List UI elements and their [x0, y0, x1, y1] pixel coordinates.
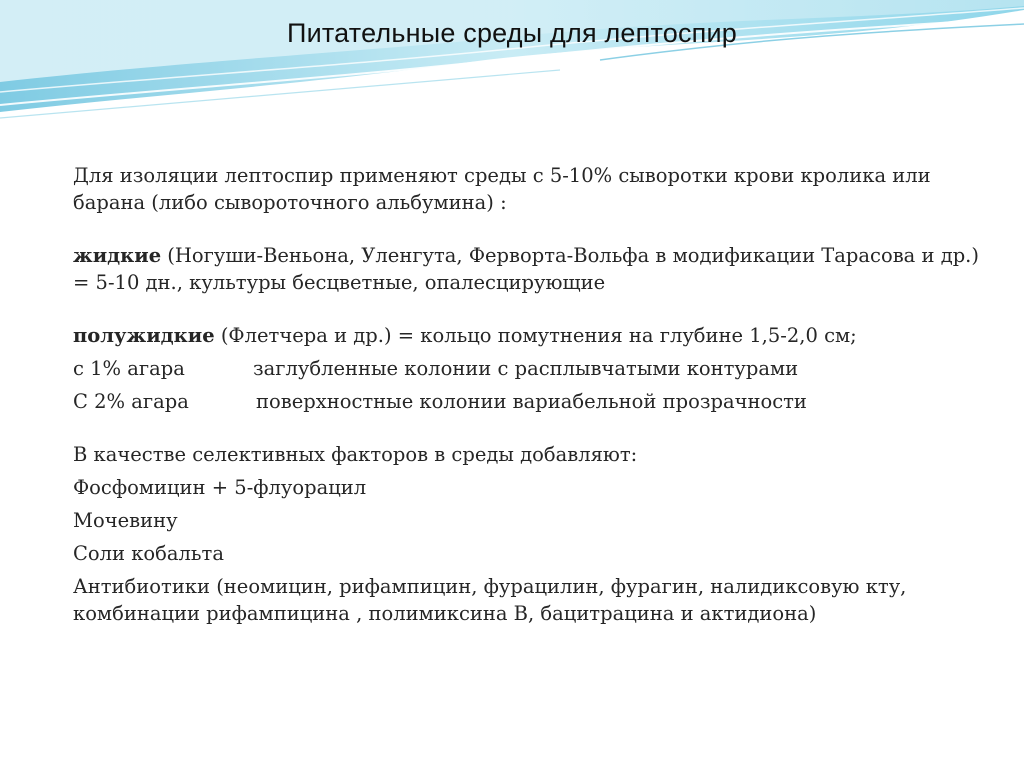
agar-medium: С 2% агара [73, 390, 189, 413]
slide-body [73, 162, 983, 627]
agar-result: заглубленные колонии с расплывчатыми контурами [253, 357, 799, 380]
agar-medium: с 1% агара [73, 357, 185, 380]
liquid-text: (Ногуши-Веньона, Уленгута, Ферворта-Вольфа в модификации Тарасова и др.) = 5-10 дн., культуры бесцветные, опалесцирующие [73, 244, 979, 294]
intro-paragraph: Для изоляции лептоспир применяют среды с 5-10% сыворотки крови кролика или барана (либо сывороточного альбумина) : [73, 164, 931, 214]
agar-result: поверхностные колонии вариабельной прозрачности [256, 390, 807, 413]
agar-row-1 [73, 355, 983, 382]
semiliquid-media-paragraph [73, 322, 983, 349]
selective-item: Мочевину [73, 509, 178, 532]
selective-item: Соли кобальта [73, 542, 224, 565]
slide-title: Питательные среды для лептоспир [287, 18, 737, 48]
selective-heading: В качестве селективных факторов в среды добавляют: [73, 443, 638, 466]
selective-item: Фосфомицин + 5-флуорацил [73, 476, 367, 499]
selective-item: Антибиотики (неомицин, рифампицин, фурацилин, фурагин, налидиксовую кту, комбинации рифампицина , полимиксина В, бацитрацина и актидиона) [73, 575, 907, 625]
semiliquid-label: полужидкие [73, 324, 215, 347]
semiliquid-text: (Флетчера и др.) = кольцо помутнения на глубине 1,5-2,0 см; [214, 324, 857, 347]
liquid-label: жидкие [73, 244, 162, 267]
agar-row-2 [73, 388, 983, 415]
liquid-media-paragraph [73, 242, 983, 296]
